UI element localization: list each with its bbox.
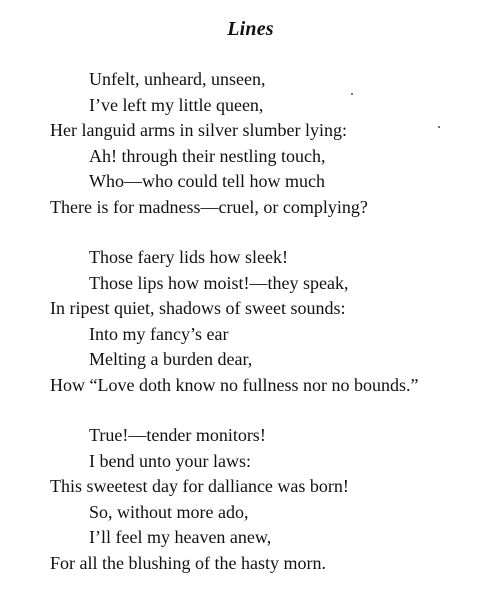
poem-line: In ripest quiet, shadows of sweet sounds: bbox=[50, 298, 346, 318]
stanza-2 bbox=[50, 245, 490, 398]
poem-line: For all the blushing of the hasty morn. bbox=[50, 552, 326, 573]
poem-line: How “Love doth know no fullness nor no bounds.” bbox=[50, 374, 419, 395]
poem-line: True!—tender monitors! bbox=[89, 425, 266, 445]
poem-line: This sweetest day for dalliance was born! bbox=[50, 476, 349, 496]
poem-line: Unfelt, unheard, unseen, bbox=[89, 69, 266, 89]
poem-line: Into my fancy’s ear bbox=[89, 323, 229, 344]
poem-title: Lines bbox=[227, 18, 274, 40]
stanza-3 bbox=[50, 423, 490, 576]
poem-line: Her languid arms in silver slumber lying: bbox=[50, 120, 347, 140]
poem-line: Those faery lids how sleek! bbox=[89, 247, 288, 267]
stanza-1 bbox=[50, 67, 490, 220]
poem-line: Who—who could tell how much bbox=[89, 171, 325, 191]
scan-speck bbox=[438, 126, 440, 128]
poem-line: I bend unto your laws: bbox=[89, 450, 251, 471]
poem-line: Ah! through their nestling touch, bbox=[89, 145, 326, 166]
poem-line: So, without more ado, bbox=[89, 501, 249, 522]
scan-speck bbox=[351, 93, 353, 95]
poem-line: There is for madness—cruel, or complying? bbox=[50, 196, 368, 217]
poem-body bbox=[50, 67, 490, 601]
poem-line: I’ll feel my heaven anew, bbox=[89, 527, 272, 547]
poem-line: Those lips how moist!—they speak, bbox=[89, 272, 349, 293]
poem-line: I’ve left my little queen, bbox=[89, 94, 264, 115]
poem-line: Melting a burden dear, bbox=[89, 349, 253, 369]
